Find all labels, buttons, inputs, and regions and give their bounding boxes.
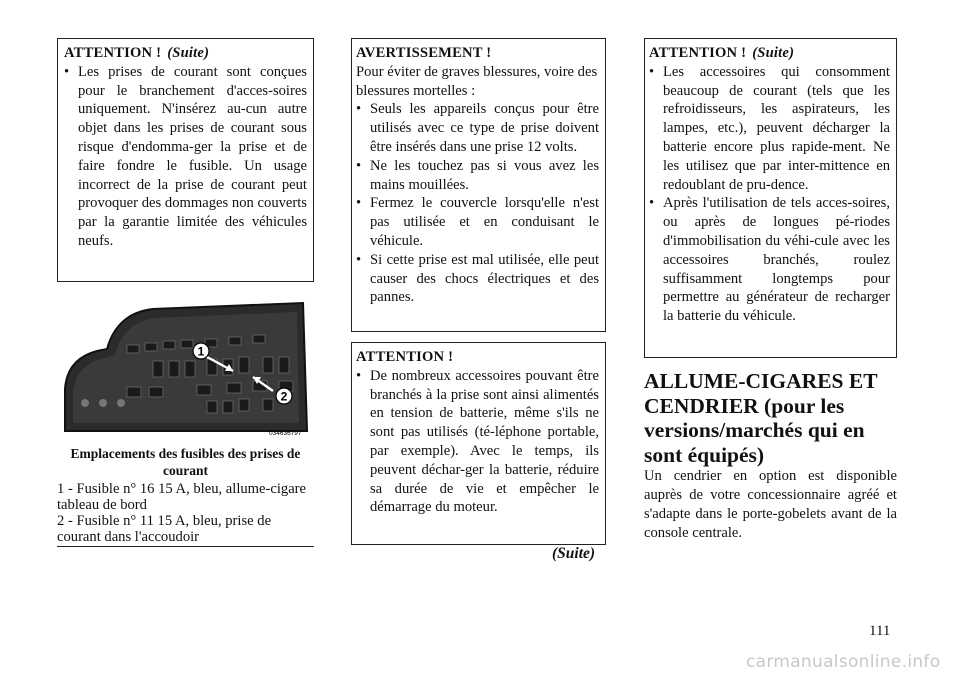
suite-continued-label: (Suite) — [552, 545, 596, 562]
figure-caption: Emplacements des fusibles des prises de courant — [70, 446, 301, 478]
legend-item-1: 1 - Fusible n° 16 15 A, bleu, allume-cigare tableau de bord — [57, 481, 307, 513]
caution-item: • Les prises de courant sont conçues pour le branchement d'acces-soires uniquement. N'insérez au-cun autre objet dans les prises de courant sous risque d'endomma-ger la prise et de faire fondre le fusible. Un usage incorrect de la prise de courant peut provoquer des dommages non couverts par la garantie limitée des véhicules neufs. — [64, 63, 307, 251]
caution-heading — [649, 44, 890, 63]
warning-intro: Pour éviter de graves blessures, voire des blessures mortelles : — [356, 63, 598, 99]
warning-item: • Si cette prise est mal utilisée, elle peut causer des chocs électriques et des pannes. — [356, 251, 599, 307]
page-number: 111 — [869, 623, 891, 639]
caution-list — [356, 367, 599, 517]
caution-title: ATTENTION ! — [356, 349, 454, 365]
caution-item: • Les accessoires qui consomment beaucoup de courant (tels que les refroidisseurs, les aspirateurs, les lampes, etc.), peuvent décharger la batterie encore plus rapide-ment. Ne les utilisez que par inter-mittence en redoublant de pru-dence. — [649, 63, 890, 195]
caution-title: ATTENTION ! — [649, 45, 747, 61]
suite-label: (Suite) — [167, 45, 210, 61]
warning-item: • Ne les touchez pas si vous avez les mains mouillées. — [356, 157, 599, 195]
caution-item: • Après l'utilisation de tels acces-soires, ou après de longues pé-riodes d'immobilisation du véhi-cule avec les accessoires branchés, roulez suffisamment longtemps pour permettre au générateur de recharger la batterie du véhicule. — [649, 194, 890, 326]
warning-title: AVERTISSEMENT ! — [356, 45, 492, 61]
section-title: ALLUME-CIGARES ET CENDRIER (pour les versions/marchés qui en sont équipés) — [644, 369, 878, 467]
legend-item-2: 2 - Fusible n° 11 15 A, bleu, prise de courant dans l'accoudoir — [57, 513, 272, 545]
caution-item: • De nombreux accessoires pouvant être branchés à la prise sont ainsi alimentés en tension de batterie, même s'ils ne sont pas utilisés (té-léphone portable, par exemple). Avec le temps, ils peuvent déchar-ger la batterie, réduire sa durée de vie et empêcher le démarrage du moteur. — [356, 367, 599, 517]
callout-1-label: 1 — [197, 344, 205, 359]
watermark: carmanualsonline.info — [746, 652, 941, 672]
caution-list — [64, 63, 307, 251]
warning-item: • Fermez le couvercle lorsqu'elle n'est pas utilisée et en conduisant le véhicule. — [356, 194, 599, 250]
caution-list — [649, 63, 890, 326]
warning-item: • Seuls les appareils conçus pour être utilisés avec ce type de prise doivent être insérés dans une prise 12 volts. — [356, 100, 599, 156]
caution-title: ATTENTION ! — [64, 45, 162, 61]
fuse-legend — [57, 481, 314, 547]
section-body: Un cendrier en option est disponible auprès de votre concessionnaire agréé et s'adapte dans le porte-gobelets avant de la console centrale. — [644, 468, 897, 541]
suite-label: (Suite) — [752, 45, 795, 61]
fuse-box-photo — [57, 291, 314, 439]
callout-2-label: 2 — [280, 389, 288, 404]
caution-heading — [64, 44, 307, 63]
warning-box — [351, 38, 606, 332]
warning-list — [356, 100, 599, 307]
caution-box-continued — [57, 38, 314, 282]
image-code: 034636797 — [269, 430, 302, 437]
caution-box-continued-2 — [644, 38, 897, 358]
caution-box — [351, 342, 606, 545]
